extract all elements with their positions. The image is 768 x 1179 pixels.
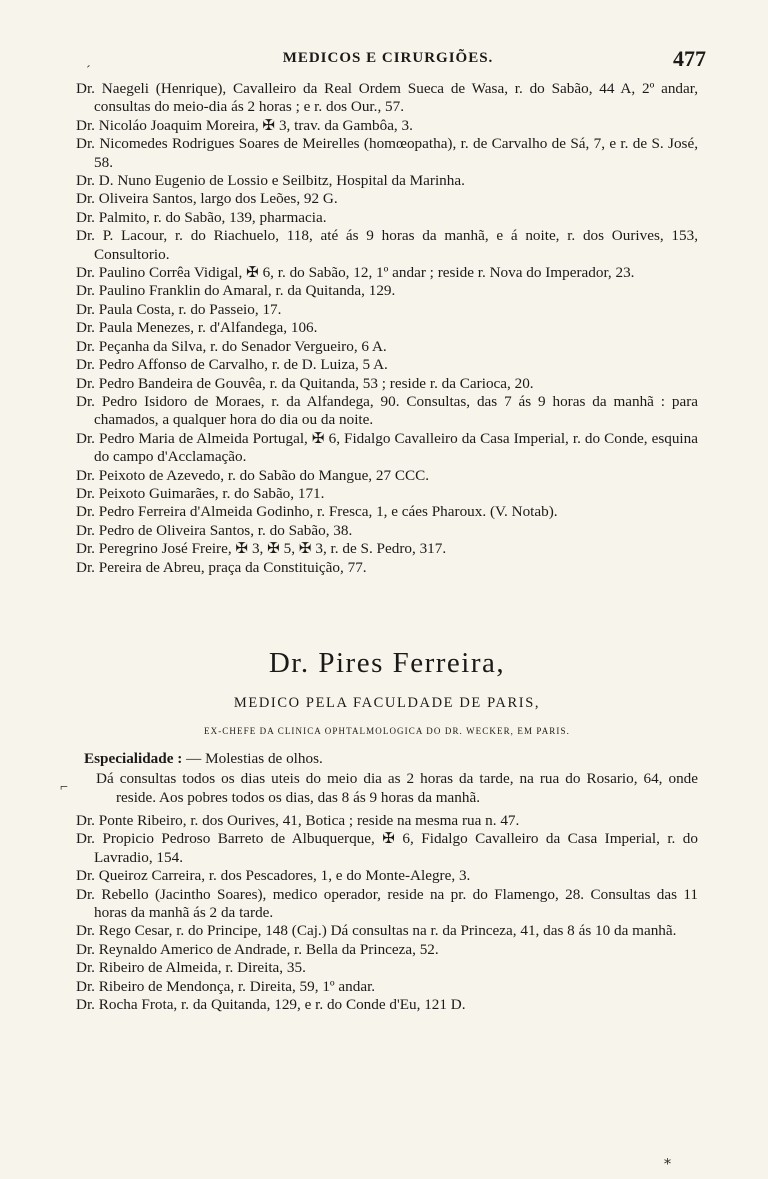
list-item: Dr. Rebello (Jacintho Soares), medico operador, reside na pr. do Flamengo, 28. Consultas das 11 horas da manhã ás 2 da tarde. xyxy=(76,885,698,922)
list-item: Dr. Nicoláo Joaquim Moreira, ✠ 3, trav. da Gambôa, 3. xyxy=(76,116,413,134)
ink-mark-bottom: ⁎ xyxy=(664,1153,671,1168)
ad-degree: MEDICO PELA FACULDADE DE PARIS, xyxy=(233,695,541,711)
running-title: MEDICOS E CIRURGIÕES. xyxy=(282,50,494,66)
list-item: Dr. Peixoto de Azevedo, r. do Sabão do Mangue, 27 CCC. xyxy=(76,466,430,484)
list-item: Dr. Oliveira Santos, largo dos Leões, 92 G. xyxy=(76,190,338,208)
list-item: Dr. Pereira de Abreu, praça da Constituição, 77. xyxy=(76,558,367,576)
list-item: Dr. Propicio Pedroso Barreto de Albuquerque, ✠ 6, Fidalgo Cavalleiro da Casa Imperial, r. do Lavradio, 154. xyxy=(76,830,698,866)
list-item: Dr. Palmito, r. do Sabão, 139, pharmacia. xyxy=(76,208,327,226)
list-item: Dr. Naegeli (Henrique), Cavalleiro da Real Ordem Sueca de Wasa, r. do Sabão, 44 A, 2º andar, consultas do meio-dia ás 2 horas ; e r. dos Our., 57. xyxy=(76,80,698,116)
list-item: Dr. Peregrino José Freire, ✠ 3, ✠ 5, ✠ 3, r. de S. Pedro, 317. xyxy=(76,540,447,558)
list-item: Dr. Paula Menezes, r. d'Alfandega, 106. xyxy=(76,319,318,337)
list-item: Dr. Pedro Affonso de Carvalho, r. de D. Luiza, 5 A. xyxy=(76,356,388,374)
list-item: Dr. Paulino Corrêa Vidigal, ✠ 6, r. do Sabão, 12, 1º andar ; reside r. Nova do Imperador, 23. xyxy=(76,264,635,282)
list-item: Dr. Paulino Franklin do Amaral, r. da Quitanda, 129. xyxy=(76,282,396,300)
list-item: Dr. Pedro de Oliveira Santos, r. do Sabão, 38. xyxy=(76,521,353,539)
list-item: Dr. Peixoto Guimarães, r. do Sabão, 171. xyxy=(76,484,325,502)
list-item: Dr. Pedro Ferreira d'Almeida Godinho, r. Fresca, 1, e cáes Pharoux. (V. Notab). xyxy=(76,503,558,521)
page-header xyxy=(70,46,706,74)
entries-list-bottom xyxy=(76,812,698,1014)
ad-specialty-label: Especialidade : xyxy=(84,750,183,767)
entries-list-top xyxy=(76,80,698,577)
ink-mark-mid: ⌐ xyxy=(60,780,68,795)
list-item: Dr. Pedro Maria de Almeida Portugal, ✠ 6, Fidalgo Cavalleiro da Casa Imperial, r. do Conde, esquina do campo d'Acclamação. xyxy=(76,429,698,466)
list-item: Dr. D. Nuno Eugenio de Lossio e Seilbitz, Hospital da Marinha. xyxy=(76,172,465,190)
list-item: Dr. Ponte Ribeiro, r. dos Ourives, 41, Botica ; reside na mesma rua n. 47. xyxy=(76,812,520,829)
ad-specialty xyxy=(84,750,698,768)
list-item: Dr. Reynaldo Americo de Andrade, r. Bella da Princeza, 52. xyxy=(76,940,439,958)
ad-position: EX-CHEFE DA CLINICA OPHTALMOLOGICA DO DR. WECKER, EM PARIS. xyxy=(204,726,570,736)
ad-doctor-name: Dr. Pires Ferreira, xyxy=(268,647,506,679)
list-item: Dr. Rocha Frota, r. da Quitanda, 129, e r. do Conde d'Eu, 121 D. xyxy=(76,996,466,1014)
ad-specialty-value: — Molestias de olhos. xyxy=(186,750,323,767)
advertisement-pires-ferreira xyxy=(76,645,698,807)
list-item: Dr. Queiroz Carreira, r. dos Pescadores, 1, e do Monte-Alegre, 3. xyxy=(76,867,471,885)
list-item: Dr. Paula Costa, r. do Passeio, 17. xyxy=(76,300,282,318)
list-item: Dr. Rego Cesar, r. do Principe, 148 (Caj.) Dá consultas na r. da Princeza, 41, das 8 ás 10 da manhã. xyxy=(76,922,677,940)
ad-consultation-hours: Dá consultas todos os dias uteis do meio dia as 2 horas da tarde, na rua do Rosario, 64, onde reside. Aos pobres todos os dias, das 8 ás 9 horas da manhã. xyxy=(96,770,698,806)
page-number: 477 xyxy=(673,46,706,71)
list-item: Dr. Pedro Bandeira de Gouvêa, r. da Quitanda, 53 ; reside r. da Carioca, 20. xyxy=(76,374,534,392)
ink-mark-top: ˊ xyxy=(86,64,91,79)
list-item: Dr. Ribeiro de Mendonça, r. Direita, 59, 1º andar. xyxy=(76,977,376,995)
list-item: Dr. Nicomedes Rodrigues Soares de Meirelles (homœopatha), r. de Carvalho de Sá, 7, e r. de S. José, 58. xyxy=(76,135,698,171)
list-item: Dr. Pedro Isidoro de Moraes, r. da Alfandega, 90. Consultas, das 7 ás 9 horas da manhã : para chamados, a qualquer hora do dia ou da noite. xyxy=(76,392,698,429)
list-item: Dr. Ribeiro de Almeida, r. Direita, 35. xyxy=(76,959,306,977)
list-item: Dr. Peçanha da Silva, r. do Senador Vergueiro, 6 A. xyxy=(76,337,387,355)
list-item: Dr. P. Lacour, r. do Riachuelo, 118, até ás 9 horas da manhã, e á noite, r. dos Ourives, 153, Consultorio. xyxy=(76,227,698,263)
